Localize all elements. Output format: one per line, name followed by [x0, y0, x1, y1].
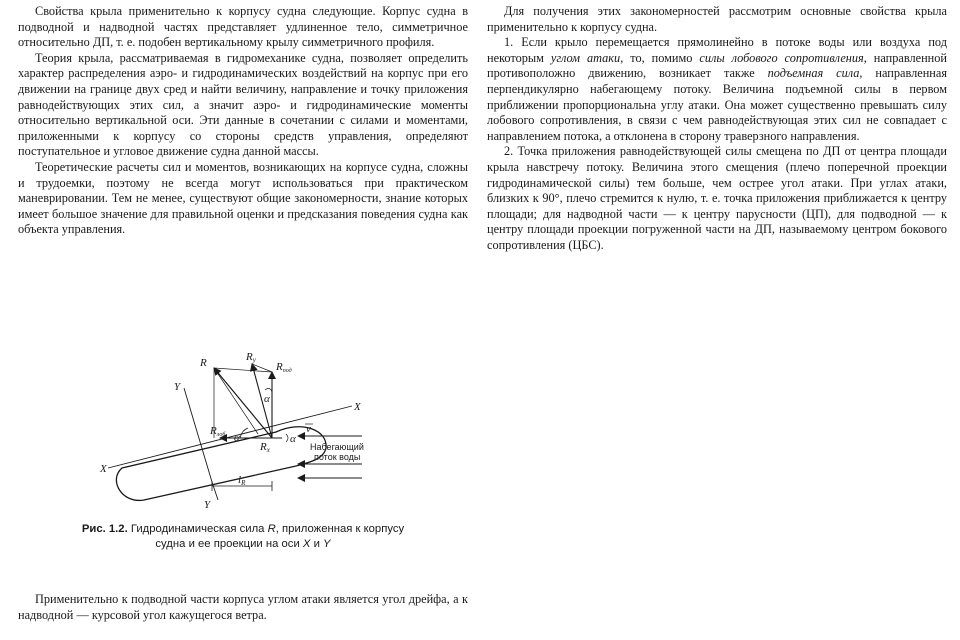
- label-alpha: α: [234, 432, 240, 444]
- text-run: , то, помимо: [620, 50, 700, 65]
- italic-term: R: [267, 523, 276, 535]
- text-run: направленная перпендикулярно набегающему потоку. Величина подъемной силы в первом приближении пропорциональна углу атаки. Она может существенно превышать силу лобового сопротивления, в связи с чем равнодействующая этих сил не совпадает с направлением потока, а отклонена в сторону траверзного направления.: [487, 66, 947, 143]
- label-flow-line2: поток воды: [314, 452, 361, 462]
- paragraph: [18, 160, 468, 238]
- left-column: [18, 4, 468, 238]
- paragraph: [487, 35, 947, 144]
- label-R: R: [200, 357, 207, 369]
- figure-caption: [78, 522, 408, 552]
- label-Y-bottom: Y: [204, 499, 211, 511]
- label-Ry: Ry: [246, 351, 256, 364]
- hull-force-diagram: [100, 350, 400, 510]
- construction-line: [214, 368, 258, 434]
- paragraph: [487, 4, 947, 35]
- text-run: , приложенная к корпусу судна и ее проекции на оси: [155, 523, 405, 550]
- caption-text: [128, 523, 404, 550]
- right-column: [487, 4, 947, 254]
- text-run: Гидродинамическая сила: [127, 523, 268, 535]
- label-l: lR: [238, 474, 246, 487]
- label-Rpod: Rпод: [276, 361, 292, 374]
- text-run: Теоретические расчеты сил и моментов, возникающих на корпусе судна, сложны и трудоемки, поэтому не всегда могут использоваться при практическом маневрировании. Тем не менее, существуют общие закономерности, знание которых имеет большое значение для правильной оценки и предсказания поведения судна как объекта управления.: [18, 159, 468, 237]
- label-flow-line1: Набегающий: [310, 442, 364, 452]
- text-run: Свойства крыла применительно к корпусу судна следующие. Корпус судна в подводной и надводной частях представляет удлиненное тело, симметричное относительно ДП, т. е. подобен вертикальному крылу симметричного профиля.: [18, 4, 468, 50]
- italic-term: силы лобового сопротивления: [699, 50, 864, 65]
- text-run: Применительно к подводной части корпуса углом атаки является угол дрейфа, а к надводной — курсовой угол кажущегося ветра.: [18, 592, 468, 622]
- text-run: 2. Точка приложения равнодействующей силы смещена по ДП от центра площади крыла навстречу потоку. Величина этого смещения (плечо поперечной проекции гидродинамической силы) тем больше, чем острее угол атаки. При углах атаки, близких к 90°, плечо стремится к нулю, т. е. точка приложения приближается к центру площади; для надводной части — к центру парусности (ЦП), для подводной — к центру площади проекции погруженной части на ДП, называемому центром бокового сопротивления (ЦБС).: [487, 144, 947, 252]
- paragraph: [487, 144, 947, 253]
- italic-term: Y: [323, 538, 331, 550]
- label-alpha: α: [290, 433, 296, 445]
- text-run: , направленной противоположно движению, возникает также: [487, 50, 947, 81]
- italic-term: подъемная сила,: [767, 66, 863, 81]
- paragraph: [18, 592, 468, 623]
- paragraph: [18, 51, 468, 160]
- text-run: 1. Если крыло перемещается прямолинейно в потоке воды или воздуха под некоторым: [487, 35, 947, 65]
- text-run: и: [310, 538, 324, 550]
- caption-label: Рис. 1.2.: [81, 523, 128, 535]
- paragraph: [18, 4, 468, 51]
- left-column-bottom: [18, 592, 468, 623]
- label-Rx: Rx: [260, 441, 270, 454]
- label-X-left: X: [100, 463, 107, 475]
- italic-term: X: [302, 538, 311, 550]
- figure-hull-forces: [100, 350, 400, 510]
- italic-term: углом атаки: [550, 50, 621, 65]
- angle-arc: [265, 388, 272, 392]
- y-axis: [184, 388, 212, 482]
- angle-arc: [286, 434, 288, 442]
- label-Rlob: Rлоб: [210, 425, 226, 438]
- label-v: v: [306, 423, 311, 435]
- label-Y-top: Y: [174, 381, 181, 393]
- text-run: Теория крыла, рассматриваемая в гидромеханике судна, позволяет определить характер распределения аэро- и гидродинамических воздействий на корпус при его движении на границе двух сред и найти величину, направление и точку приложения равнодействующих этих сил, а значит аэро- и гидродинамические моменты относительно вертикальной оси. Эти данные в сочетании с силами и моментами, приложенными к корпусу со стороны средств управления, определяют поступательное и угловое движение судна данной массы.: [18, 50, 468, 159]
- label-X-right: X: [354, 401, 361, 413]
- label-alpha: α: [264, 393, 270, 405]
- text-run: Для получения этих закономерностей рассмотрим основные свойства крыла применительно к корпусу судна.: [487, 4, 947, 34]
